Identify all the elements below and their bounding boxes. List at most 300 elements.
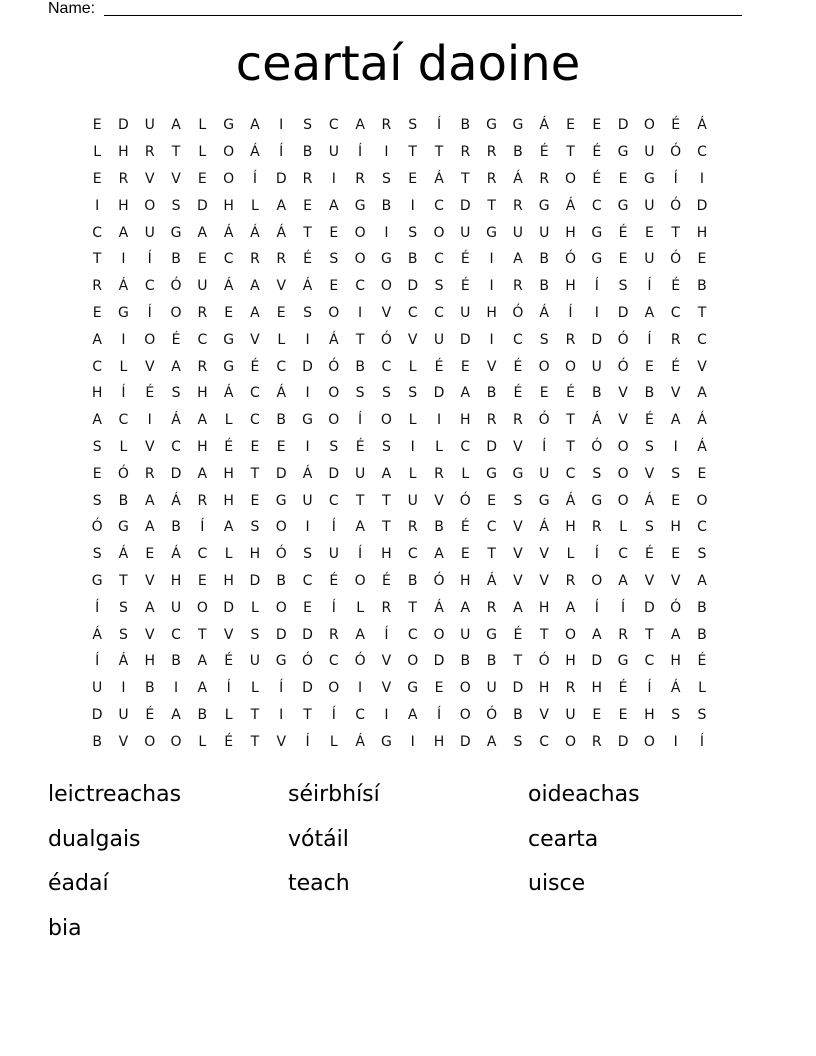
grid-letter: R — [513, 412, 523, 429]
grid-letter: G — [380, 251, 392, 268]
grid-letter: V — [118, 733, 129, 750]
grid-letter: T — [697, 304, 707, 321]
grid-letter: D — [643, 599, 655, 616]
grid-letter: G — [118, 519, 129, 536]
grid-letter: C — [171, 626, 181, 643]
grid-letter: Ó — [302, 653, 314, 670]
grid-row — [84, 192, 740, 219]
grid-letter: S — [119, 626, 128, 643]
grid-letter: H — [197, 438, 208, 455]
grid-letter: E — [145, 546, 155, 563]
grid-letter: T — [303, 224, 312, 241]
grid-letter: S — [644, 519, 654, 536]
grid-letter: T — [408, 599, 417, 616]
grid-letter: V — [276, 278, 287, 295]
grid-letter: E — [250, 438, 260, 455]
grid-letter: E — [460, 546, 470, 563]
grid-letter: V — [250, 331, 260, 348]
grid-letter: L — [224, 546, 233, 563]
grid-letter: V — [670, 572, 681, 589]
grid-letter: E — [408, 170, 418, 187]
grid-letter: O — [223, 170, 235, 187]
grid-letter: E — [671, 546, 681, 563]
grid-letter: T — [303, 706, 312, 723]
grid-row — [84, 219, 740, 246]
word-list-item: bia — [48, 915, 82, 941]
grid-letter: R — [618, 626, 628, 643]
grid-letter: O — [354, 572, 366, 589]
grid-letter: L — [119, 358, 128, 375]
grid-letter: Í — [594, 278, 599, 295]
grid-letter: Ó — [459, 492, 471, 509]
grid-row — [84, 112, 740, 139]
grid-letter: U — [328, 546, 339, 563]
grid-letter: V — [144, 572, 155, 589]
grid-letter: T — [434, 144, 444, 161]
grid-letter: R — [565, 331, 576, 348]
grid-letter: R — [513, 197, 523, 214]
grid-letter: O — [328, 385, 340, 402]
grid-letter: Í — [147, 251, 152, 268]
grid-letter: V — [697, 358, 707, 375]
grid-letter: G — [512, 465, 524, 482]
grid-letter: B — [171, 251, 181, 268]
grid-letter: H — [565, 224, 576, 241]
grid-letter: G — [223, 358, 235, 375]
grid-letter: O — [144, 197, 156, 214]
grid-letter: Á — [539, 519, 549, 536]
grid-letter: I — [305, 438, 310, 455]
grid-letter: L — [619, 519, 627, 536]
grid-letter: R — [460, 144, 471, 161]
grid-letter: H — [538, 680, 550, 697]
grid-letter: I — [331, 170, 336, 187]
grid-row — [84, 648, 740, 675]
name-line — [48, 0, 742, 18]
grid-letter: T — [198, 626, 207, 643]
grid-letter: C — [407, 304, 418, 321]
grid-letter: D — [617, 304, 629, 321]
grid-letter: S — [92, 492, 102, 509]
grid-letter: O — [591, 572, 603, 589]
grid-letter: A — [118, 224, 129, 241]
grid-letter: H — [433, 733, 445, 750]
grid-letter: É — [250, 358, 260, 375]
grid-letter: C — [355, 706, 365, 723]
grid-letter: Ó — [512, 304, 524, 321]
grid-letter: L — [224, 412, 233, 429]
grid-letter: S — [618, 278, 628, 295]
grid-letter: A — [644, 304, 655, 321]
grid-letter: G — [380, 733, 392, 750]
grid-letter: É — [381, 572, 391, 589]
grid-letter: E — [618, 251, 628, 268]
grid-letter: A — [618, 572, 628, 589]
grid-letter: Á — [697, 438, 707, 455]
grid-letter: C — [670, 304, 681, 321]
word-list — [48, 778, 768, 956]
grid-letter: U — [460, 626, 471, 643]
grid-letter: A — [171, 706, 181, 723]
grid-letter: S — [539, 331, 549, 348]
grid-letter: H — [223, 492, 234, 509]
grid-letter: Í — [200, 519, 205, 536]
grid-letter: S — [513, 733, 523, 750]
grid-letter: T — [250, 733, 260, 750]
grid-letter: Í — [279, 680, 284, 697]
grid-letter: Ó — [564, 251, 576, 268]
grid-letter: C — [197, 546, 208, 563]
grid-letter: A — [92, 412, 102, 429]
grid-letter: É — [460, 251, 470, 268]
grid-letter: Í — [673, 170, 678, 187]
grid-letter: I — [121, 251, 126, 268]
grid-letter: E — [671, 492, 681, 509]
grid-letter: Ó — [538, 412, 550, 429]
grid-letter: T — [355, 331, 365, 348]
grid-letter: B — [118, 492, 129, 509]
grid-letter: T — [566, 438, 575, 455]
word-list-item: dualgais — [48, 826, 141, 852]
grid-letter: S — [92, 546, 102, 563]
grid-letter: R — [591, 519, 602, 536]
grid-letter: A — [92, 331, 102, 348]
grid-letter: Á — [565, 197, 576, 214]
grid-letter: U — [144, 224, 155, 241]
grid-letter: E — [224, 304, 234, 321]
grid-letter: D — [617, 117, 629, 134]
grid-letter: S — [329, 251, 339, 268]
grid-letter: A — [197, 412, 208, 429]
grid-letter: S — [355, 385, 365, 402]
grid-letter: Í — [358, 412, 363, 429]
grid-letter: D — [275, 626, 287, 643]
grid-letter: C — [407, 626, 418, 643]
grid-letter: É — [671, 117, 681, 134]
grid-letter: E — [197, 251, 207, 268]
grid-letter: C — [328, 117, 339, 134]
grid-letter: H — [118, 197, 129, 214]
grid-letter: C — [697, 519, 707, 536]
grid-letter: L — [408, 358, 417, 375]
grid-letter: E — [644, 358, 654, 375]
grid-letter: O — [564, 626, 576, 643]
grid-letter: T — [461, 170, 470, 187]
grid-letter: L — [198, 144, 207, 161]
grid-row — [84, 460, 740, 487]
grid-letter: O — [538, 358, 550, 375]
grid-letter: G — [617, 197, 629, 214]
grid-letter: B — [697, 278, 707, 295]
grid-letter: C — [223, 251, 234, 268]
grid-letter: D — [696, 197, 708, 214]
grid-letter: Á — [223, 385, 234, 402]
grid-letter: G — [538, 197, 550, 214]
grid-letter: Á — [565, 492, 576, 509]
grid-letter: Í — [647, 680, 652, 697]
grid-letter: I — [699, 170, 705, 187]
grid-letter: E — [697, 465, 707, 482]
grid-letter: L — [277, 331, 286, 348]
grid-letter: R — [486, 170, 497, 187]
page-title: ceartaí daoine — [235, 36, 581, 92]
grid-letter: U — [197, 278, 208, 295]
grid-letter: C — [539, 733, 550, 750]
grid-letter: S — [329, 438, 339, 455]
grid-letter: E — [329, 224, 339, 241]
grid-row — [84, 675, 740, 702]
grid-row — [84, 568, 740, 595]
grid-letter: B — [539, 278, 549, 295]
grid-letter: O — [223, 144, 235, 161]
grid-letter: S — [513, 492, 523, 509]
grid-letter: Í — [436, 117, 442, 134]
grid-letter: É — [224, 653, 234, 670]
grid-letter: Ó — [117, 465, 129, 482]
grid-letter: T — [487, 197, 496, 214]
grid-letter: É — [460, 519, 470, 536]
grid-letter: A — [144, 492, 155, 509]
grid-letter: B — [644, 385, 655, 402]
grid-letter: O — [433, 224, 445, 241]
grid-letter: V — [144, 626, 155, 643]
grid-letter: Á — [250, 224, 260, 241]
grid-row — [84, 273, 740, 300]
grid-letter: C — [434, 197, 444, 214]
grid-letter: A — [670, 412, 681, 429]
grid-letter: C — [565, 465, 576, 482]
grid-letter: S — [303, 546, 312, 563]
grid-letter: G — [486, 465, 498, 482]
grid-letter: H — [670, 653, 681, 670]
grid-letter: G — [170, 224, 182, 241]
grid-letter: O — [354, 251, 366, 268]
grid-letter: Ó — [617, 358, 629, 375]
grid-letter: D — [591, 653, 603, 670]
grid-letter: D — [275, 465, 287, 482]
grid-letter: O — [144, 733, 156, 750]
grid-letter: S — [303, 304, 312, 321]
grid-letter: É — [224, 438, 234, 455]
grid-row — [84, 702, 740, 729]
grid-letter: Í — [594, 546, 599, 563]
grid-letter: Í — [594, 599, 599, 616]
grid-letter: D — [407, 278, 419, 295]
grid-letter: Á — [223, 224, 234, 241]
grid-letter: O — [170, 733, 182, 750]
grid-letter: Ó — [670, 144, 682, 161]
grid-letter: S — [119, 599, 128, 616]
grid-letter: É — [671, 358, 681, 375]
grid-letter: H — [381, 546, 392, 563]
grid-letter: E — [303, 599, 312, 616]
grid-letter: Ó — [538, 653, 550, 670]
grid-letter: Á — [302, 465, 313, 482]
grid-letter: V — [618, 412, 628, 429]
grid-letter: L — [408, 465, 417, 482]
grid-letter: Í — [621, 599, 626, 616]
grid-letter: S — [171, 385, 181, 402]
grid-letter: E — [250, 492, 260, 509]
grid-letter: V — [381, 680, 392, 697]
grid-letter: I — [358, 304, 363, 321]
grid-row — [84, 166, 740, 193]
grid-letter: I — [410, 438, 415, 455]
grid-letter: B — [276, 412, 287, 429]
grid-letter: G — [617, 653, 629, 670]
grid-letter: O — [564, 170, 576, 187]
grid-letter: B — [513, 706, 523, 723]
grid-letter: Ó — [486, 706, 498, 723]
grid-letter: U — [92, 680, 103, 697]
grid-letter: V — [539, 706, 549, 723]
grid-letter: Á — [276, 385, 287, 402]
grid-letter: U — [539, 465, 550, 482]
grid-letter: O — [275, 519, 287, 536]
grid-letter: U — [170, 599, 182, 616]
grid-letter: S — [697, 706, 707, 723]
grid-letter: C — [486, 519, 497, 536]
grid-letter: Í — [95, 653, 100, 670]
grid-letter: I — [305, 331, 310, 348]
grid-letter: U — [302, 492, 313, 509]
grid-letter: E — [92, 117, 102, 134]
grid-letter: A — [513, 251, 523, 268]
grid-letter: Á — [118, 546, 129, 563]
grid-letter: U — [460, 224, 471, 241]
grid-letter: Í — [568, 304, 573, 321]
grid-letter: T — [566, 144, 575, 161]
grid-letter: B — [697, 599, 707, 616]
grid-letter: É — [460, 278, 470, 295]
grid-letter: C — [434, 304, 444, 321]
word-search-grid — [84, 112, 740, 760]
grid-letter: T — [566, 412, 575, 429]
grid-letter: É — [171, 331, 181, 348]
grid-letter: G — [591, 224, 603, 241]
grid-letter: U — [591, 358, 602, 375]
grid-letter: O — [617, 492, 629, 509]
grid-letter: O — [144, 331, 156, 348]
grid-letter: C — [434, 251, 444, 268]
grid-letter: É — [566, 385, 575, 402]
grid-letter: O — [617, 465, 629, 482]
grid-letter: V — [513, 438, 523, 455]
grid-letter: R — [381, 117, 392, 134]
grid-letter: I — [594, 304, 599, 321]
grid-letter: Í — [279, 144, 284, 161]
grid-letter: O — [433, 626, 445, 643]
grid-letter: A — [697, 572, 707, 589]
grid-letter: A — [513, 599, 523, 616]
grid-letter: A — [250, 278, 260, 295]
grid-letter: A — [355, 626, 365, 643]
grid-letter: B — [92, 733, 102, 750]
grid-letter: A — [592, 626, 602, 643]
grid-letter: R — [486, 412, 497, 429]
grid-letter: T — [382, 519, 391, 536]
grid-letter: R — [486, 144, 497, 161]
grid-letter: D — [459, 197, 471, 214]
grid-letter: Á — [592, 412, 602, 429]
grid-letter: O — [643, 117, 655, 134]
grid-letter: C — [171, 438, 181, 455]
grid-letter: É — [303, 251, 312, 268]
grid-letter: C — [381, 358, 392, 375]
word-list-item: cearta — [528, 826, 599, 852]
grid-letter: E — [697, 251, 707, 268]
grid-letter: A — [197, 680, 208, 697]
grid-letter: B — [171, 519, 181, 536]
grid-letter: A — [460, 385, 471, 402]
grid-letter: D — [170, 465, 182, 482]
grid-letter: Á — [670, 680, 681, 697]
grid-letter: V — [144, 438, 155, 455]
grid-letter: Í — [95, 599, 100, 616]
grid-letter: O — [564, 358, 576, 375]
grid-letter: B — [302, 144, 313, 161]
grid-letter: O — [564, 733, 576, 750]
grid-letter: G — [486, 224, 498, 241]
grid-letter: S — [671, 465, 681, 482]
grid-letter: V — [144, 358, 155, 375]
grid-letter: V — [644, 465, 655, 482]
grid-letter: Á — [644, 492, 655, 509]
grid-letter: U — [118, 706, 129, 723]
grid-letter: H — [591, 680, 603, 697]
grid-letter: R — [328, 626, 339, 643]
grid-letter: I — [305, 519, 310, 536]
grid-row — [84, 353, 740, 380]
grid-letter: Ó — [354, 653, 366, 670]
grid-letter: O — [328, 304, 340, 321]
grid-letter: S — [644, 438, 654, 455]
grid-letter: H — [197, 385, 208, 402]
grid-letter: R — [92, 278, 103, 295]
grid-letter: C — [276, 358, 287, 375]
grid-letter: D — [328, 465, 340, 482]
grid-letter: R — [565, 572, 576, 589]
grid-letter: R — [250, 251, 260, 268]
grid-letter: Í — [147, 304, 152, 321]
grid-letter: T — [250, 465, 260, 482]
grid-letter: T — [171, 144, 181, 161]
grid-row — [84, 594, 740, 621]
grid-letter: D — [459, 331, 471, 348]
grid-letter: R — [302, 170, 313, 187]
grid-letter: G — [223, 117, 235, 134]
grid-letter: Á — [539, 304, 549, 321]
grid-letter: V — [144, 170, 155, 187]
grid-row — [84, 326, 740, 353]
grid-letter: I — [279, 117, 284, 134]
grid-row — [84, 541, 740, 568]
grid-letter: L — [329, 733, 338, 750]
grid-letter: D — [302, 358, 313, 375]
grid-letter: V — [513, 572, 523, 589]
grid-letter: V — [539, 546, 549, 563]
grid-letter: I — [384, 706, 389, 723]
grid-letter: A — [223, 519, 234, 536]
grid-letter: Í — [647, 278, 652, 295]
grid-letter: É — [618, 224, 628, 241]
grid-letter: U — [486, 680, 497, 697]
grid-letter: G — [643, 170, 655, 187]
grid-letter: B — [460, 653, 471, 670]
grid-letter: Á — [223, 278, 234, 295]
grid-letter: U — [328, 144, 339, 161]
grid-letter: V — [223, 626, 234, 643]
